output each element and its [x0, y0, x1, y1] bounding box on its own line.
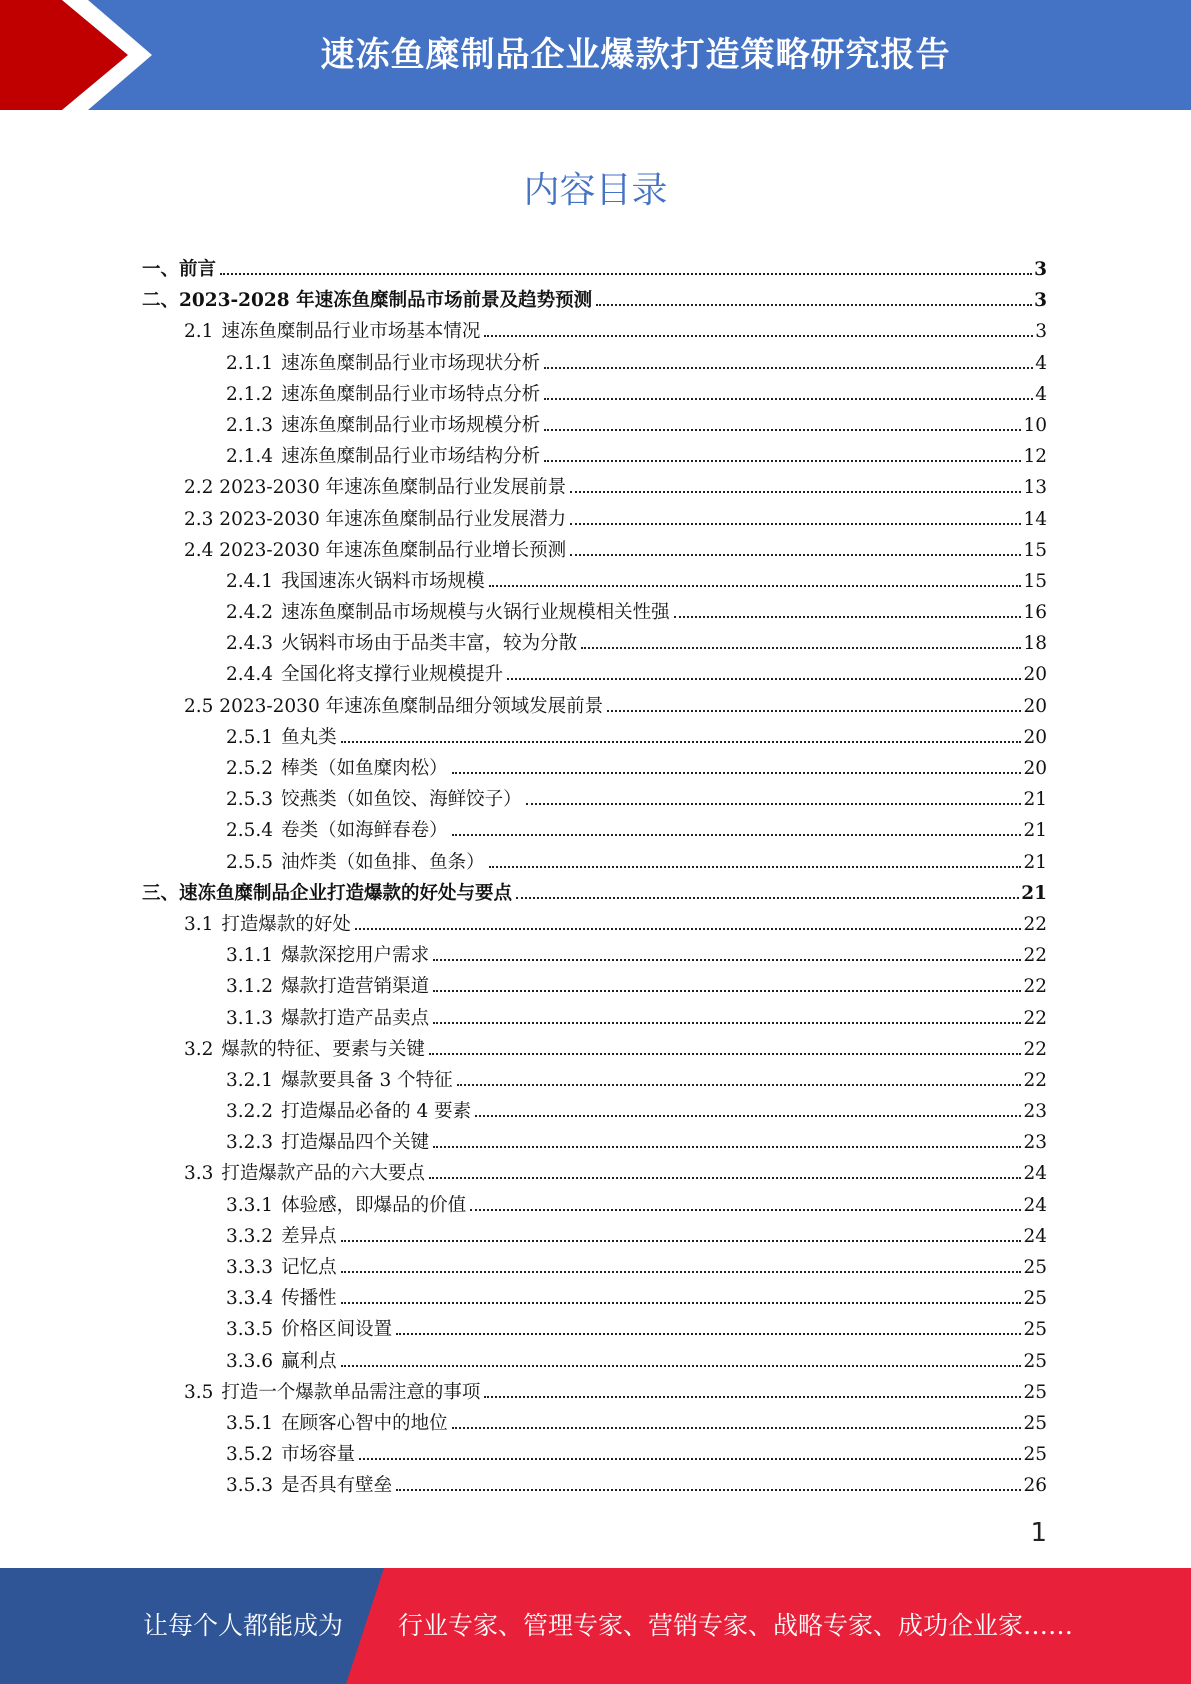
- toc-entry-title: 速冻鱼糜制品行业市场特点分析: [281, 383, 541, 405]
- toc-entry-page: 20: [1023, 664, 1047, 686]
- toc-entry[interactable]: [142, 597, 1047, 628]
- toc-entry-number: 2.4.2: [226, 602, 274, 624]
- toc-entry-page: 15: [1023, 539, 1047, 561]
- toc-entry[interactable]: [142, 815, 1047, 846]
- toc-entry[interactable]: [142, 348, 1047, 379]
- toc-entry-page: 21: [1023, 820, 1047, 842]
- toc-entry-title: 爆款要具备 3 个特征: [281, 1069, 453, 1091]
- toc-dot-leader: [429, 1177, 1022, 1179]
- toc-entry-title: 打造爆品四个关键: [281, 1132, 430, 1154]
- toc-entry-number: 2.5.3: [226, 789, 274, 811]
- toc-entry-page: 22: [1023, 976, 1047, 998]
- toc-dot-leader: [452, 772, 1022, 774]
- toc-entry-number: 3.5.1: [226, 1412, 274, 1434]
- toc-entry[interactable]: [142, 847, 1047, 878]
- toc-dot-leader: [570, 554, 1021, 556]
- toc-entry-number: 3.3.1: [226, 1194, 274, 1216]
- toc-entry-page: 13: [1023, 477, 1047, 499]
- toc-dot-leader: [507, 678, 1021, 680]
- toc-dot-leader: [544, 460, 1021, 462]
- toc-entry[interactable]: [142, 1439, 1047, 1470]
- toc-entry[interactable]: [142, 316, 1047, 347]
- toc-entry-title: 速冻鱼糜制品行业市场基本情况: [221, 321, 481, 343]
- toc-entry-page: 20: [1023, 695, 1047, 717]
- toc-entry-title: 速冻鱼糜制品行业市场结构分析: [281, 446, 541, 468]
- toc-entry-title: 赢利点: [281, 1350, 337, 1372]
- toc-entry-page: 15: [1023, 570, 1047, 592]
- toc-dot-leader: [544, 398, 1033, 400]
- toc-entry-title: 三、速冻鱼糜制品企业打造爆款的好处与要点: [142, 882, 513, 904]
- toc-entry-page: 25: [1023, 1350, 1047, 1372]
- toc-entry-title: 2.3 2023-2030 年速冻鱼糜制品行业发展潜力: [184, 508, 567, 530]
- page-number: 1: [1030, 1518, 1047, 1548]
- toc-entry-page: 25: [1023, 1288, 1047, 1310]
- toc-entry-title: 记忆点: [281, 1257, 337, 1278]
- toc-entry-number: 3.3.2: [226, 1225, 274, 1247]
- toc-entry[interactable]: [142, 1190, 1047, 1221]
- toc-entry[interactable]: [142, 472, 1047, 503]
- toc-entry-title: 速冻鱼糜制品行业市场现状分析: [281, 352, 541, 374]
- footer-banner: [0, 1568, 1191, 1684]
- toc-entry-page: 23: [1023, 1132, 1047, 1154]
- toc-entry-page: 26: [1023, 1475, 1047, 1497]
- toc-dot-leader: [596, 304, 1032, 306]
- toc-entry[interactable]: [142, 1377, 1047, 1408]
- toc-entry-page: 22: [1023, 1038, 1047, 1060]
- toc-entry-title: 差异点: [281, 1225, 337, 1247]
- toc-entry-title: 爆款的特征、要素与关键: [221, 1038, 425, 1060]
- toc-entry-number: 3.3.6: [226, 1350, 274, 1372]
- toc-dot-leader: [484, 335, 1033, 337]
- toc-entry-page: 25: [1023, 1319, 1047, 1341]
- toc-entry-title: 体验感，即爆品的价值: [281, 1194, 467, 1216]
- toc-entry-number: 3.1.3: [226, 1007, 274, 1029]
- toc-dot-leader: [341, 1240, 1022, 1242]
- toc-entry-page: 21: [1023, 789, 1047, 811]
- toc-dot-leader: [570, 523, 1021, 525]
- toc-entry-page: 25: [1023, 1444, 1047, 1466]
- toc-entry-page: 4: [1035, 352, 1047, 374]
- toc-entry-title: 打造爆款产品的六大要点: [221, 1163, 425, 1185]
- footer-slogan-left: 让每个人都能成为: [143, 1611, 344, 1640]
- toc-entry-page: 22: [1023, 913, 1047, 935]
- toc-entry-page: 22: [1023, 1069, 1047, 1091]
- header-banner: [0, 0, 1191, 110]
- toc-dot-leader: [452, 834, 1022, 836]
- toc-entry-title: 2.2 2023-2030 年速冻鱼糜制品行业发展前景: [184, 477, 567, 499]
- toc-entry-number: 2.5.2: [226, 758, 274, 779]
- toc-entry-number: 3.5.3: [226, 1475, 274, 1497]
- toc-dot-leader: [570, 491, 1021, 493]
- toc-entry-title: 在顾客心智中的地位: [281, 1412, 448, 1434]
- toc-entry-number: 2.1.1: [226, 352, 274, 374]
- toc-entry[interactable]: [142, 971, 1047, 1002]
- toc-dot-leader: [581, 647, 1021, 649]
- toc-entry-number: 2.1.3: [226, 414, 274, 436]
- toc-entry-page: 24: [1023, 1225, 1047, 1247]
- toc-entry-title: 传播性: [281, 1288, 337, 1310]
- toc-entry-title: 鱼丸类: [281, 726, 337, 748]
- toc-entry-number: 3.1: [184, 913, 214, 935]
- toc-entry-number: 3.2.1: [226, 1069, 274, 1091]
- toc-entry-title: 速冻鱼糜制品市场规模与火锅行业规模相关性强: [281, 602, 670, 624]
- toc-entry[interactable]: [142, 1096, 1047, 1127]
- toc-dot-leader: [544, 429, 1021, 431]
- toc-entry-page: 3: [1034, 290, 1047, 312]
- toc-dot-leader: [544, 367, 1033, 369]
- toc-entry-page: 3: [1035, 321, 1047, 343]
- toc-entry-number: 2.4.4: [226, 664, 274, 686]
- toc-entry-title: 全国化将支撑行业规模提升: [281, 664, 504, 686]
- toc-entry[interactable]: [142, 1127, 1047, 1158]
- toc-entry-number: 2.4.3: [226, 633, 274, 655]
- toc-dot-leader: [355, 928, 1022, 930]
- toc-entry[interactable]: [142, 285, 1047, 316]
- toc-entry[interactable]: [142, 1034, 1047, 1065]
- toc-entry-title: 油炸类（如鱼排、鱼条）: [281, 851, 485, 873]
- toc-dot-leader: [674, 616, 1022, 618]
- toc-entry-number: 2.4.1: [226, 570, 274, 592]
- toc-entry[interactable]: [142, 628, 1047, 659]
- toc-dot-leader: [607, 710, 1021, 712]
- toc-entry[interactable]: [142, 753, 1047, 784]
- toc-entry-page: 25: [1023, 1381, 1047, 1403]
- toc-dot-leader: [341, 741, 1022, 743]
- toc-entry-number: 2.5.1: [226, 726, 274, 748]
- toc-entry[interactable]: [142, 566, 1047, 597]
- toc-entry-page: 12: [1023, 446, 1047, 468]
- toc-entry-title: 打造爆款的好处: [221, 913, 351, 935]
- toc-entry-page: 20: [1023, 758, 1047, 779]
- toc-entry-number: 2.1: [184, 321, 214, 343]
- toc-entry-title: 爆款深挖用户需求: [281, 945, 430, 967]
- toc-entry-number: 2.1.4: [226, 446, 274, 468]
- toc-entry[interactable]: [142, 878, 1047, 909]
- toc-entry-page: 22: [1023, 1007, 1047, 1029]
- report-title: 速冻鱼糜制品企业爆款打造策略研究报告: [320, 35, 951, 75]
- toc-dot-leader: [516, 897, 1019, 899]
- toc-dot-leader: [433, 1146, 1021, 1148]
- toc-entry-title: 爆款打造产品卖点: [281, 1007, 430, 1029]
- toc-dot-leader: [433, 1022, 1021, 1024]
- toc-entry-number: 2.1.2: [226, 383, 274, 405]
- toc-dot-leader: [484, 1396, 1021, 1398]
- toc-entry-title: 二、2023-2028 年速冻鱼糜制品市场前景及趋势预测: [142, 290, 593, 312]
- toc-dot-leader: [457, 1084, 1022, 1086]
- toc-entry-page: 16: [1023, 602, 1047, 624]
- toc-entry[interactable]: [142, 254, 1047, 285]
- toc-dot-leader: [433, 990, 1021, 992]
- toc-dot-leader: [220, 273, 1032, 275]
- toc-entry[interactable]: [142, 410, 1047, 441]
- toc-entry[interactable]: [142, 909, 1047, 940]
- toc-entry-number: 3.1.1: [226, 945, 274, 967]
- toc-entry[interactable]: [142, 1346, 1047, 1377]
- toc-dot-leader: [475, 1115, 1021, 1117]
- toc-entry-title: 棒类（如鱼糜肉松）: [281, 758, 448, 779]
- toc-dot-leader: [452, 1427, 1022, 1429]
- toc-entry-number: 2.5.5: [226, 851, 274, 873]
- toc-entry-page: 10: [1023, 414, 1047, 436]
- toc-entry[interactable]: [142, 1003, 1047, 1034]
- toc-entry[interactable]: [142, 1221, 1047, 1252]
- toc-entry-title: 一、前言: [142, 259, 217, 280]
- toc-entry[interactable]: [142, 379, 1047, 410]
- toc-dot-leader: [489, 866, 1022, 868]
- toc-entry-number: 3.3.4: [226, 1288, 274, 1310]
- toc-entry-number: 3.2.3: [226, 1132, 274, 1154]
- toc-entry-page: 22: [1023, 945, 1047, 967]
- table-of-contents: [142, 254, 1047, 1502]
- toc-entry-number: 3.2: [184, 1038, 214, 1060]
- toc-entry-number: 3.3.5: [226, 1319, 274, 1341]
- toc-entry-page: 24: [1023, 1194, 1047, 1216]
- footer-slogan-right: 行业专家、管理专家、营销专家、战略专家、成功企业家……: [398, 1611, 1074, 1640]
- toc-dot-leader: [429, 1053, 1022, 1055]
- toc-dot-leader: [489, 585, 1022, 587]
- toc-dot-leader: [396, 1333, 1021, 1335]
- toc-entry-number: 3.2.2: [226, 1101, 274, 1123]
- toc-entry-number: 3.1.2: [226, 976, 274, 998]
- toc-entry[interactable]: [142, 1158, 1047, 1189]
- toc-entry-number: 3.5.2: [226, 1444, 274, 1466]
- toc-entry[interactable]: [142, 504, 1047, 535]
- toc-dot-leader: [396, 1489, 1021, 1491]
- toc-entry-number: 3.5: [184, 1381, 214, 1403]
- toc-dot-leader: [341, 1365, 1022, 1367]
- toc-dot-leader: [470, 1209, 1021, 1211]
- toc-entry-title: 2.4 2023-2030 年速冻鱼糜制品行业增长预测: [184, 539, 567, 561]
- toc-entry-title: 打造爆品必备的 4 要素: [281, 1101, 472, 1123]
- toc-entry-page: 18: [1023, 633, 1047, 655]
- toc-entry-page: 14: [1023, 508, 1047, 530]
- toc-entry-number: 2.5.4: [226, 820, 274, 842]
- toc-entry[interactable]: [142, 1408, 1047, 1439]
- toc-entry-title: 爆款打造营销渠道: [281, 976, 430, 998]
- toc-entry-title: 卷类（如海鲜春卷）: [281, 820, 448, 842]
- toc-entry-page: 20: [1023, 726, 1047, 748]
- toc-entry-title: 2.5 2023-2030 年速冻鱼糜制品细分领域发展前景: [184, 695, 604, 717]
- toc-entry-number: 3.3: [184, 1163, 214, 1185]
- toc-entry-page: 25: [1023, 1257, 1047, 1278]
- toc-entry[interactable]: [142, 691, 1047, 722]
- toc-entry[interactable]: [142, 1283, 1047, 1314]
- toc-entry[interactable]: [142, 1252, 1047, 1283]
- toc-entry-title: 市场容量: [281, 1444, 356, 1466]
- toc-dot-leader: [359, 1458, 1021, 1460]
- toc-entry-page: 3: [1034, 259, 1047, 280]
- toc-entry[interactable]: [142, 441, 1047, 472]
- toc-entry-title: 打造一个爆款单品需注意的事项: [221, 1381, 481, 1403]
- toc-entry-title: 速冻鱼糜制品行业市场规模分析: [281, 414, 541, 436]
- toc-entry-title: 是否具有壁垒: [281, 1475, 393, 1497]
- toc-dot-leader: [341, 1271, 1022, 1273]
- toc-entry-page: 25: [1023, 1412, 1047, 1434]
- toc-entry[interactable]: [142, 535, 1047, 566]
- toc-dot-leader: [341, 1302, 1022, 1304]
- toc-entry-number: 3.3.3: [226, 1257, 274, 1278]
- toc-entry-page: 21: [1023, 851, 1047, 873]
- toc-entry-page: 21: [1021, 882, 1047, 904]
- toc-entry-title: 火锅料市场由于品类丰富，较为分散: [281, 633, 578, 655]
- toc-entry[interactable]: [142, 940, 1047, 971]
- toc-entry[interactable]: [142, 784, 1047, 815]
- toc-dot-leader: [526, 803, 1022, 805]
- toc-entry[interactable]: [142, 722, 1047, 753]
- toc-entry[interactable]: [142, 1470, 1047, 1501]
- toc-entry-page: 24: [1023, 1163, 1047, 1185]
- toc-entry[interactable]: [142, 1065, 1047, 1096]
- toc-entry-title: 价格区间设置: [281, 1319, 393, 1341]
- toc-heading: 内容目录: [523, 170, 668, 211]
- toc-entry-title: 饺燕类（如鱼饺、海鲜饺子）: [281, 789, 522, 811]
- toc-entry-page: 4: [1035, 383, 1047, 405]
- toc-entry[interactable]: [142, 659, 1047, 690]
- toc-dot-leader: [433, 959, 1021, 961]
- toc-entry-page: 23: [1023, 1101, 1047, 1123]
- toc-entry-title: 我国速冻火锅料市场规模: [281, 570, 485, 592]
- toc-entry[interactable]: [142, 1314, 1047, 1345]
